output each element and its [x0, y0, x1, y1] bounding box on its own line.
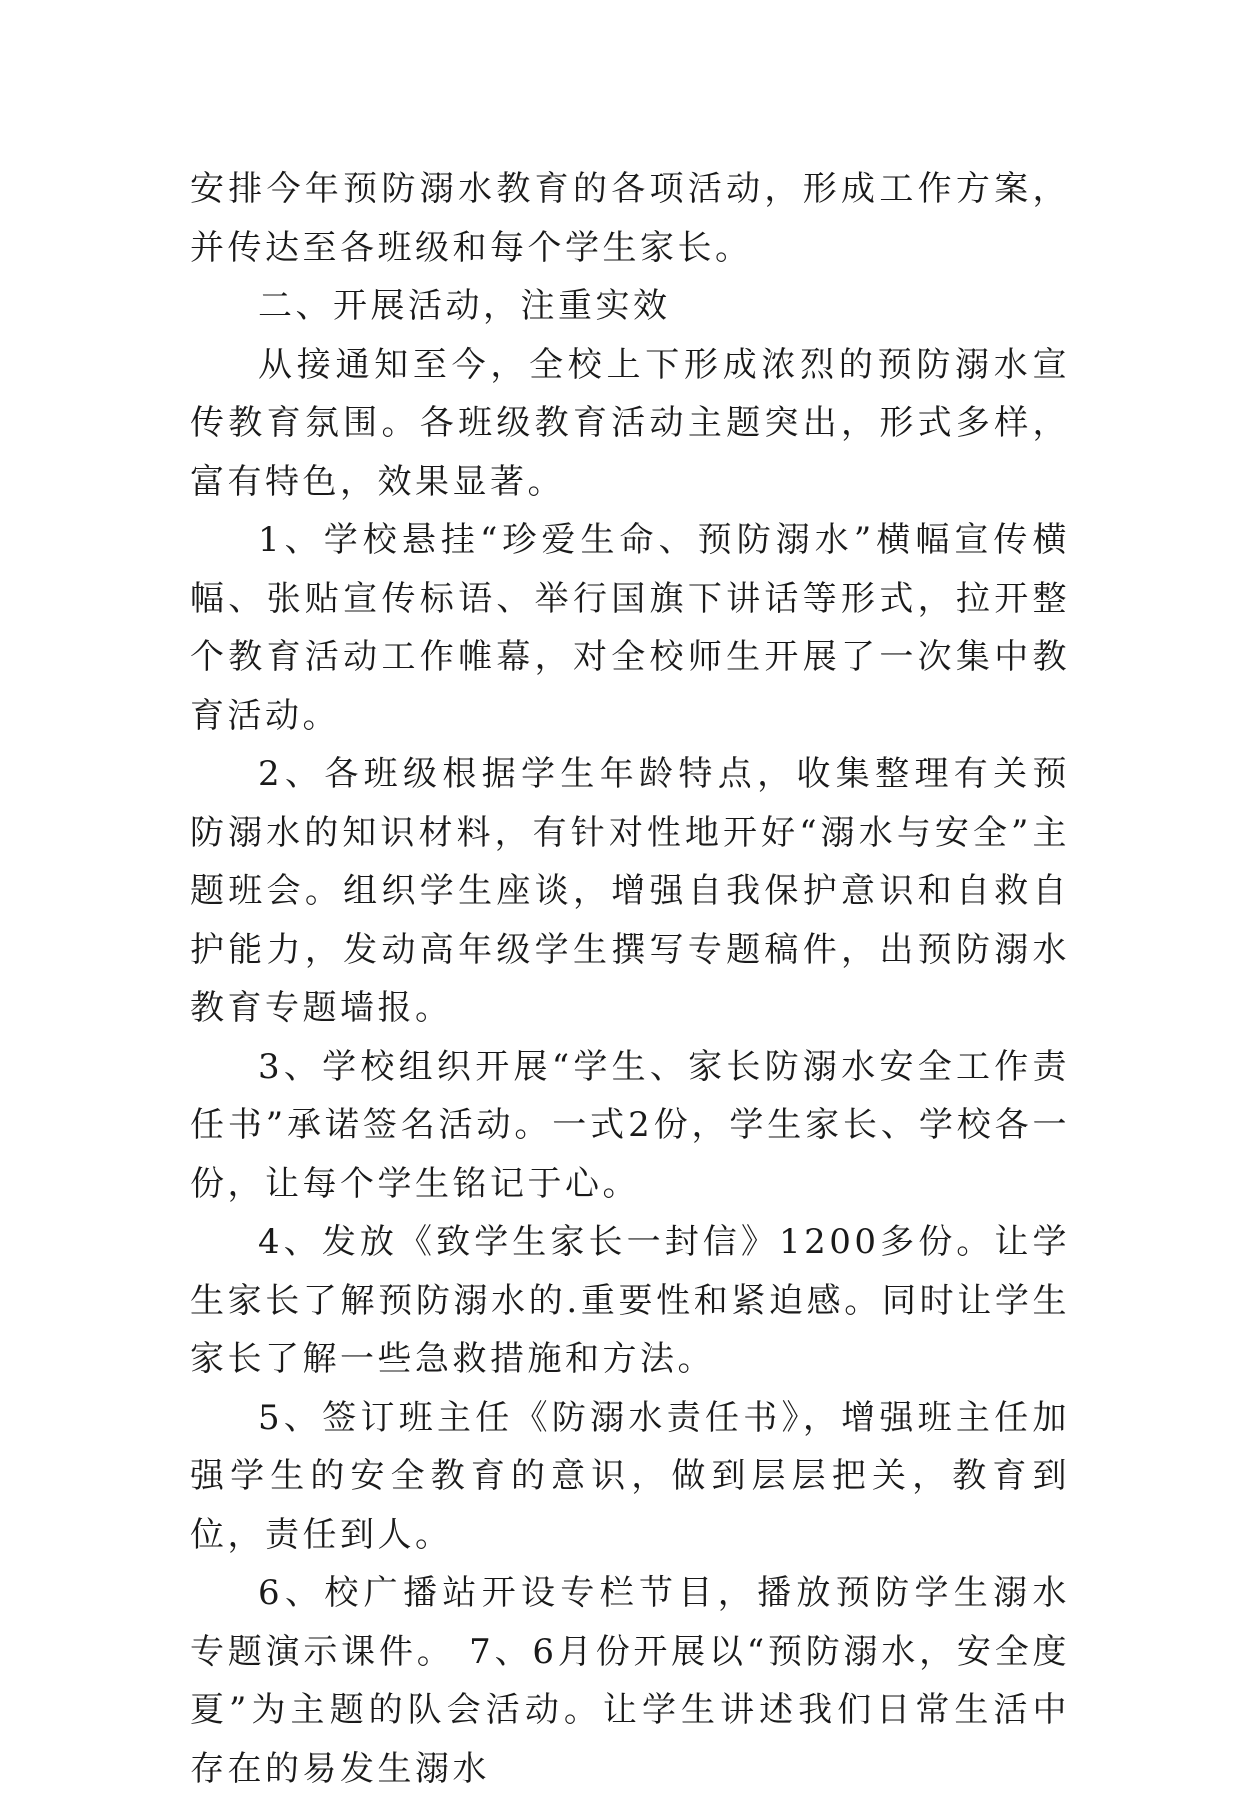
- paragraph-item-3: 3、学校组织开展“学生、家长防溺水安全工作责任书”承诺签名活动。一式2份，学生家长、学校各一份，让每个学生铭记于心。: [190, 1046, 1070, 1204]
- paragraph-item-5: 5、签订班主任《防溺水责任书》，增强班主任加强学生的安全教育的意识，做到层层把关，教育到位，责任到人。: [190, 1397, 1070, 1555]
- paragraph-item-6-7: 6、校广播站开设专栏节目，播放预防学生溺水专题演示课件。 7、6月份开展以“预防溺水，安全度夏”为主题的队会活动。让学生讲述我们日常生活中存在的易发生溺水: [190, 1573, 1070, 1789]
- paragraph-overview: 从接通知至今，全校上下形成浓烈的预防溺水宣传教育氛围。各班级教育活动主题突出，形式多样，富有特色，效果显著。: [190, 344, 1070, 502]
- section-heading-activities: 二、开展活动，注重实效: [258, 286, 671, 326]
- paragraph-item-4: 4、发放《致学生家长一封信》1200多份。让学生家长了解预防溺水的.重要性和紧迫感。同时让学生家长了解一些急救措施和方法。: [190, 1222, 1070, 1379]
- paragraph-item-2: 2、各班级根据学生年龄特点，收集整理有关预防溺水的知识材料，有针对性地开好“溺水与安全”主题班会。组织学生座谈，增强自我保护意识和自救自护能力，发动高年级学生撰写专题稿件，出预防溺水教育专题墙报。: [190, 754, 1070, 1028]
- paragraph-item-1: 1、学校悬挂“珍爱生命、预防溺水”横幅宣传横幅、张贴宣传标语、举行国旗下讲话等形式，拉开整个教育活动工作帷幕，对全校师生开展了一次集中教育活动。: [190, 520, 1070, 736]
- paragraph-intro-continuation: 安排今年预防溺水教育的各项活动，形成工作方案，并传达至各班级和每个学生家长。: [190, 169, 1070, 268]
- document-body: [190, 160, 1070, 1798]
